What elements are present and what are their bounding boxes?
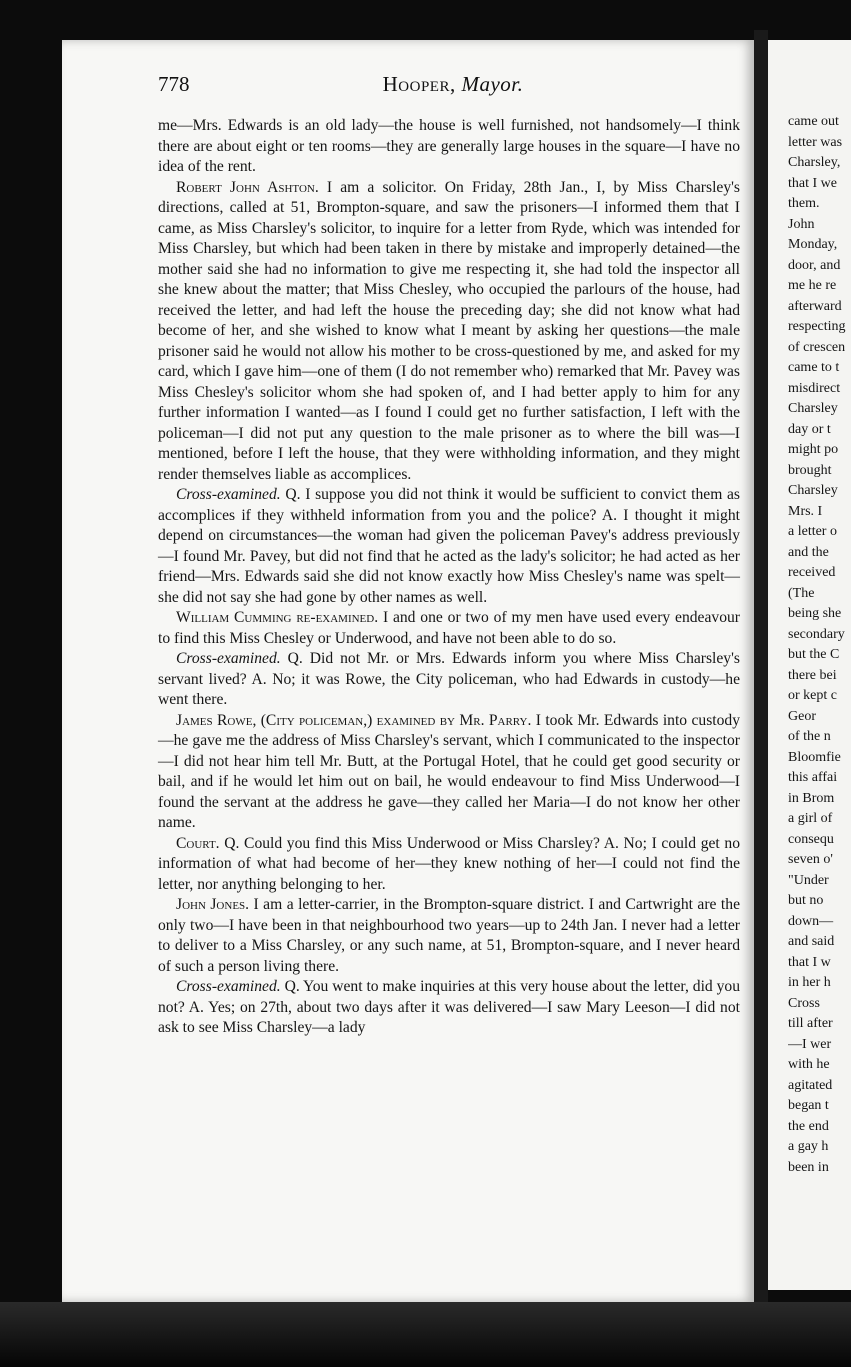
page-number: 778 [158,72,190,96]
paragraph [158,608,740,649]
facing-page-line: Charsley [788,483,838,498]
facing-page-line: brought [788,462,832,478]
facing-page-line: day or t [788,421,831,437]
speaker-lead: John Jones. [176,896,250,913]
speaker-lead: Court. [176,834,220,852]
facing-page-line: in Brom [788,790,835,806]
facing-page-line: came out [788,114,839,129]
facing-page-line: but the C [788,647,840,662]
facing-page-line: agitated [788,1077,833,1093]
paragraph-text: Q. You went to make inquiries at this very house about the letter, did you not? A. Yes; on 27th, about two days after it was delivered—I saw Mary Leeson—I did not ask to see Miss Charsley—a lady [158,978,740,1036]
facing-page-line: (The [788,585,815,601]
facing-page-line: till after [788,1016,833,1031]
facing-page-line: door, and [788,257,841,273]
paragraph-text: I am a letter-carrier, in the Brompton-square district. I and Cartwright are the only two—I have been in that neighbourhood two years—up to 24th Jan. I never had a letter to deliver to a Miss Charsley, or any such name, at 51, Brompton-square, and I never heard of such a person living there. [158,896,740,975]
facing-page-line: seven o' [788,852,833,867]
facing-page-line: there bei [788,667,837,683]
facing-page-line: came to t [788,360,840,375]
paragraph [158,977,740,1039]
speaker-lead: William Cumming re-examined. [176,609,379,626]
facing-page-line: Mrs. I [788,503,823,519]
facing-page-line: them. [788,196,820,211]
facing-page-line: with he [788,1057,830,1072]
paragraph-text: Q. I suppose you did not think it would be sufficient to convict them as accomplices if they withheld information from you and the police? A. I thought it might depend on circumstances—the woman had given the policeman Pavey's address previously—I found Mr. Pavey, but did not find that he acted as the lady's solicitor; he had acted as her friend—Mrs. Edwards said she did not know exactly how Miss Chesley's name was spelt—she did not say she had gone by other names as well. [158,486,740,606]
facing-page-line: and the [788,544,829,560]
book-gutter [754,30,768,1320]
facing-page-line: that I w [788,954,831,970]
facing-page-line: received [788,565,836,580]
paragraph [158,711,740,834]
facing-page-line: afterward [788,298,842,314]
facing-page-line: down— [788,913,834,929]
paragraph [158,485,740,608]
facing-page-line: misdirect [788,380,841,396]
facing-page-line: respecting [788,319,846,334]
speaker-lead: James Rowe, (City policeman,) examined by Mr. Parry. [176,711,532,729]
bottom-shadow [0,1302,851,1367]
facing-page-line: "Under [788,872,829,888]
speaker-lead: Cross-examined. [176,978,281,995]
paragraph [158,895,740,977]
paragraph [158,834,740,896]
facing-page-line: this affai [788,770,838,785]
left-page [62,40,754,1302]
facing-page-line: a gay h [788,1139,829,1154]
facing-page-line: Bloomfie [788,749,841,765]
paragraph-text: I took Mr. Edwards into custody—he gave me the address of Miss Charsley's servant, which I communicated to the inspector—I did not hear him tell Mr. Butt, at the Portugal Hotel, that he could get good security or bail, and if he would let him out on bail, he would endeavour to find Miss Underwood—I found the servant at the address he gave—they called her Maria—I do not know her other name. [158,711,740,831]
facing-page-line: being she [788,606,842,621]
facing-page-line: but no [788,893,824,908]
facing-page-line: been in [788,1159,829,1175]
facing-page-line: me he re [788,278,837,293]
facing-page-line: Cross [788,995,820,1011]
facing-page-line: in her h [788,975,831,990]
paragraph [158,116,740,178]
speaker-lead: Cross-examined. [176,486,281,503]
facing-page-line: Charsley, [788,155,841,170]
running-title: Hooper, Mayor. [382,72,524,96]
facing-page-text [788,112,851,1178]
facing-page-line: John [788,216,815,232]
facing-page-line: of the n [788,729,831,744]
facing-page-line: secondary [788,626,845,642]
speaker-lead: Robert John Ashton. [176,178,319,196]
facing-page-line: and said [788,934,835,949]
speaker-lead: Cross-examined. [176,650,281,667]
facing-page-line: Charsley [788,401,838,416]
running-title-role: Mayor. [461,72,524,96]
facing-page-line: Geor [788,708,816,724]
paragraph-text: I am a solicitor. On Friday, 28th Jan., I, by Miss Charsley's directions, called at 51, Brompton-square, and saw the prisoners—I informed them that I came, as Miss Charsley's solicitor, to inquire for a letter from Ryde, which was intended for Miss Charsley, but which had been taken in there by mistake and improperly detained—the mother said she had no information to give me respecting it, she had told the inspector all she knew about the matter; that Miss Chesley, who occupied the parlours of the house, had received the letter, and had left the house the preceding day; she did not know what had become of her, and she wished to know what I meant by asking her questions—the male prisoner said he would not allow his mother to be cross-questioned by me, and asked for my card, which I gave him—one of them (I do not remember who) remarked that Mr. Pavey was Miss Chesley's solicitor whom she had spoken of, and I had better apply to him for any further information I wanted—as I found I could get no further satisfaction, I left with the policeman—I did not put any question to the male prisoner as to where the bill was—I mentioned, before I left the house, that they were withholding information, and they might render themselves liable as accomplices. [158,178,740,483]
facing-page-line: the end [788,1118,829,1134]
facing-page-line: might po [788,442,839,457]
facing-page [768,40,851,1290]
paragraph [158,649,740,711]
paragraph-text: Q. Did not Mr. or Mrs. Edwards inform you where Miss Charsley's servant lived? A. No; it was Rowe, the City policeman, who had Edwards in custody—he went there. [158,650,740,708]
paragraph [158,178,740,486]
facing-page-line: letter was [788,134,843,150]
facing-page-line: or kept c [788,688,837,703]
facing-page-line: that I we [788,175,837,191]
paragraph-text: I and one or two of my men have used every endeavour to find this Miss Chesley or Underwood, and have not been able to do so. [158,609,740,647]
facing-page-line: a letter o [788,524,837,539]
facing-page-line: began t [788,1098,829,1113]
body-text [158,116,740,1039]
paragraph-text: me—Mrs. Edwards is an old lady—the house is well furnished, not handsomely—I think there are about eight or ten rooms—they are generally large houses in the square—I have no idea of the rent. [158,117,740,175]
facing-page-line: consequ [788,831,834,847]
facing-page-line: Monday, [788,237,838,252]
facing-page-line: —I wer [788,1036,832,1052]
facing-page-line: a girl of [788,811,833,826]
running-title-name: Hooper [382,72,450,96]
paragraph-text: Q. Could you find this Miss Underwood or Miss Charsley? A. No; I could get no information of what had become of her—they knew nothing of her—I could not find the letter, nor anything belonging to her. [158,834,740,893]
facing-page-line: of crescen [788,339,846,355]
page-header [158,72,748,102]
